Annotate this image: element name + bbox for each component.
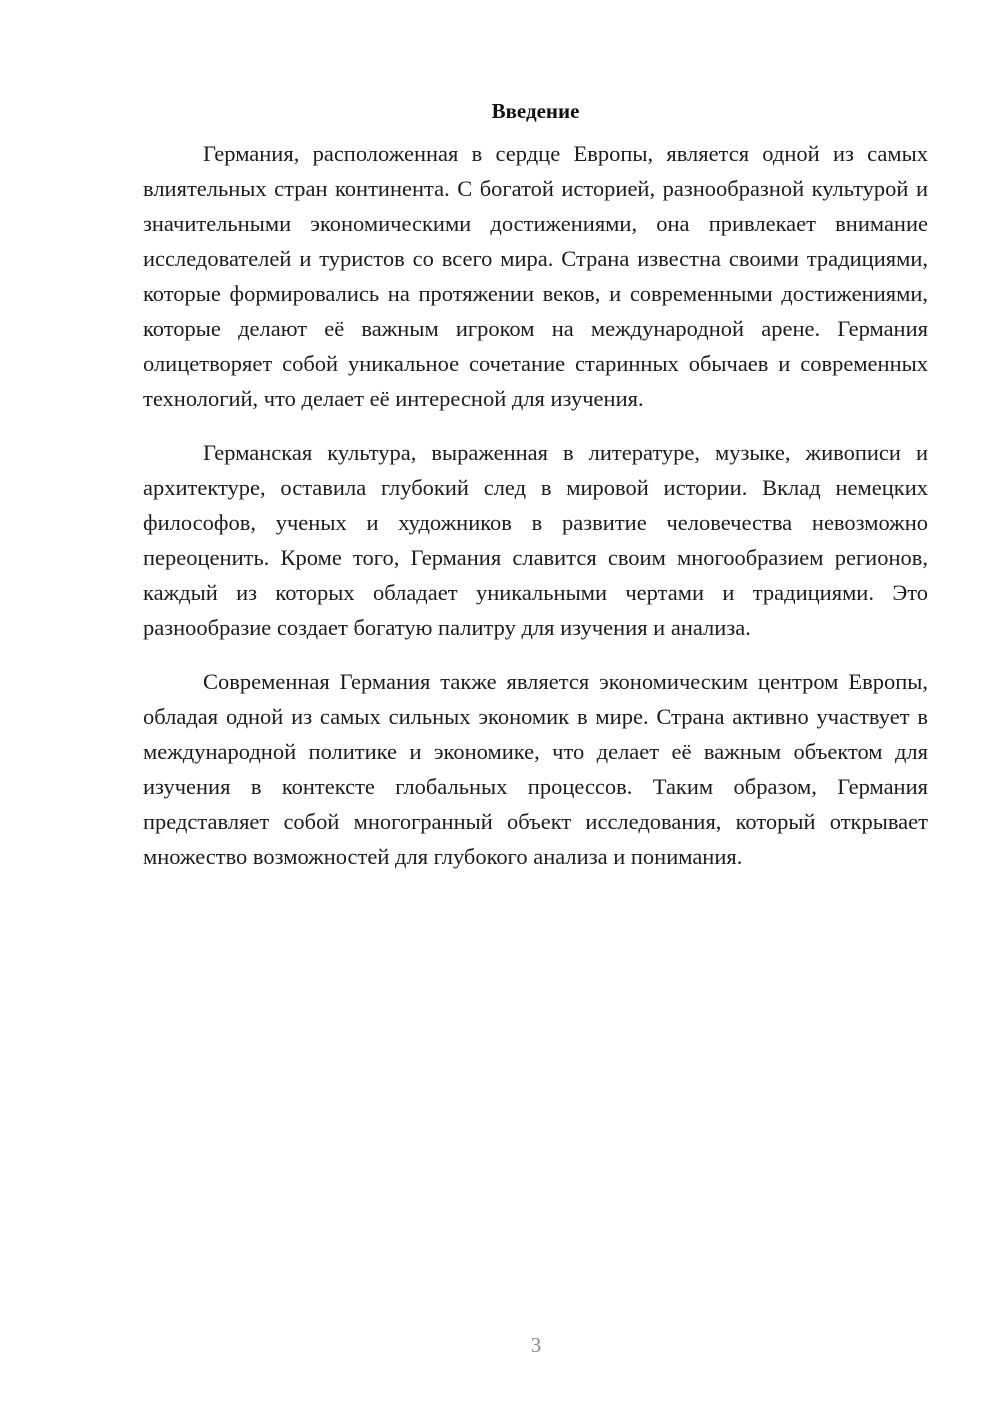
- paragraph-culture: Германская культура, выраженная в литературе, музыке, живописи и архитектуре, оставила глубокий след в мировой истории. Вклад немецких философов, ученых и художников в развитие человечества невозможно переоценить. Кроме того, Германия славится своим многообразием регионов, каждый из которых обладает уникальными чертами и традициями. Это разнообразие создает богатую палитру для изучения и анализа.: [143, 440, 928, 640]
- section-title: Введение: [491, 99, 580, 123]
- paragraph-intro: Германия, расположенная в сердце Европы, является одной из самых влиятельных стран континента. С богатой историей, разнообразной культурой и значительными экономическими достижениями, она привлекает внимание исследователей и туристов со всего мира. Страна известна своими традициями, которые формировались на протяжении веков, и современными достижениями, которые делают её важным игроком на международной арене. Германия олицетворяет собой уникальное сочетание старинных обычаев и современных технологий, что делает её интересной для изучения.: [143, 141, 928, 411]
- paragraph-economy: Современная Германия также является экономическим центром Европы, обладая одной из самых сильных экономик в мире. Страна активно участвует в международной политике и экономике, что делает её важным объектом для изучения в контексте глобальных процессов. Таким образом, Германия представляет собой многогранный объект исследования, который открывает множество возможностей для глубокого анализа и понимания.: [143, 669, 928, 869]
- page-number: 3: [530, 1333, 542, 1357]
- page-content: [143, 96, 928, 874]
